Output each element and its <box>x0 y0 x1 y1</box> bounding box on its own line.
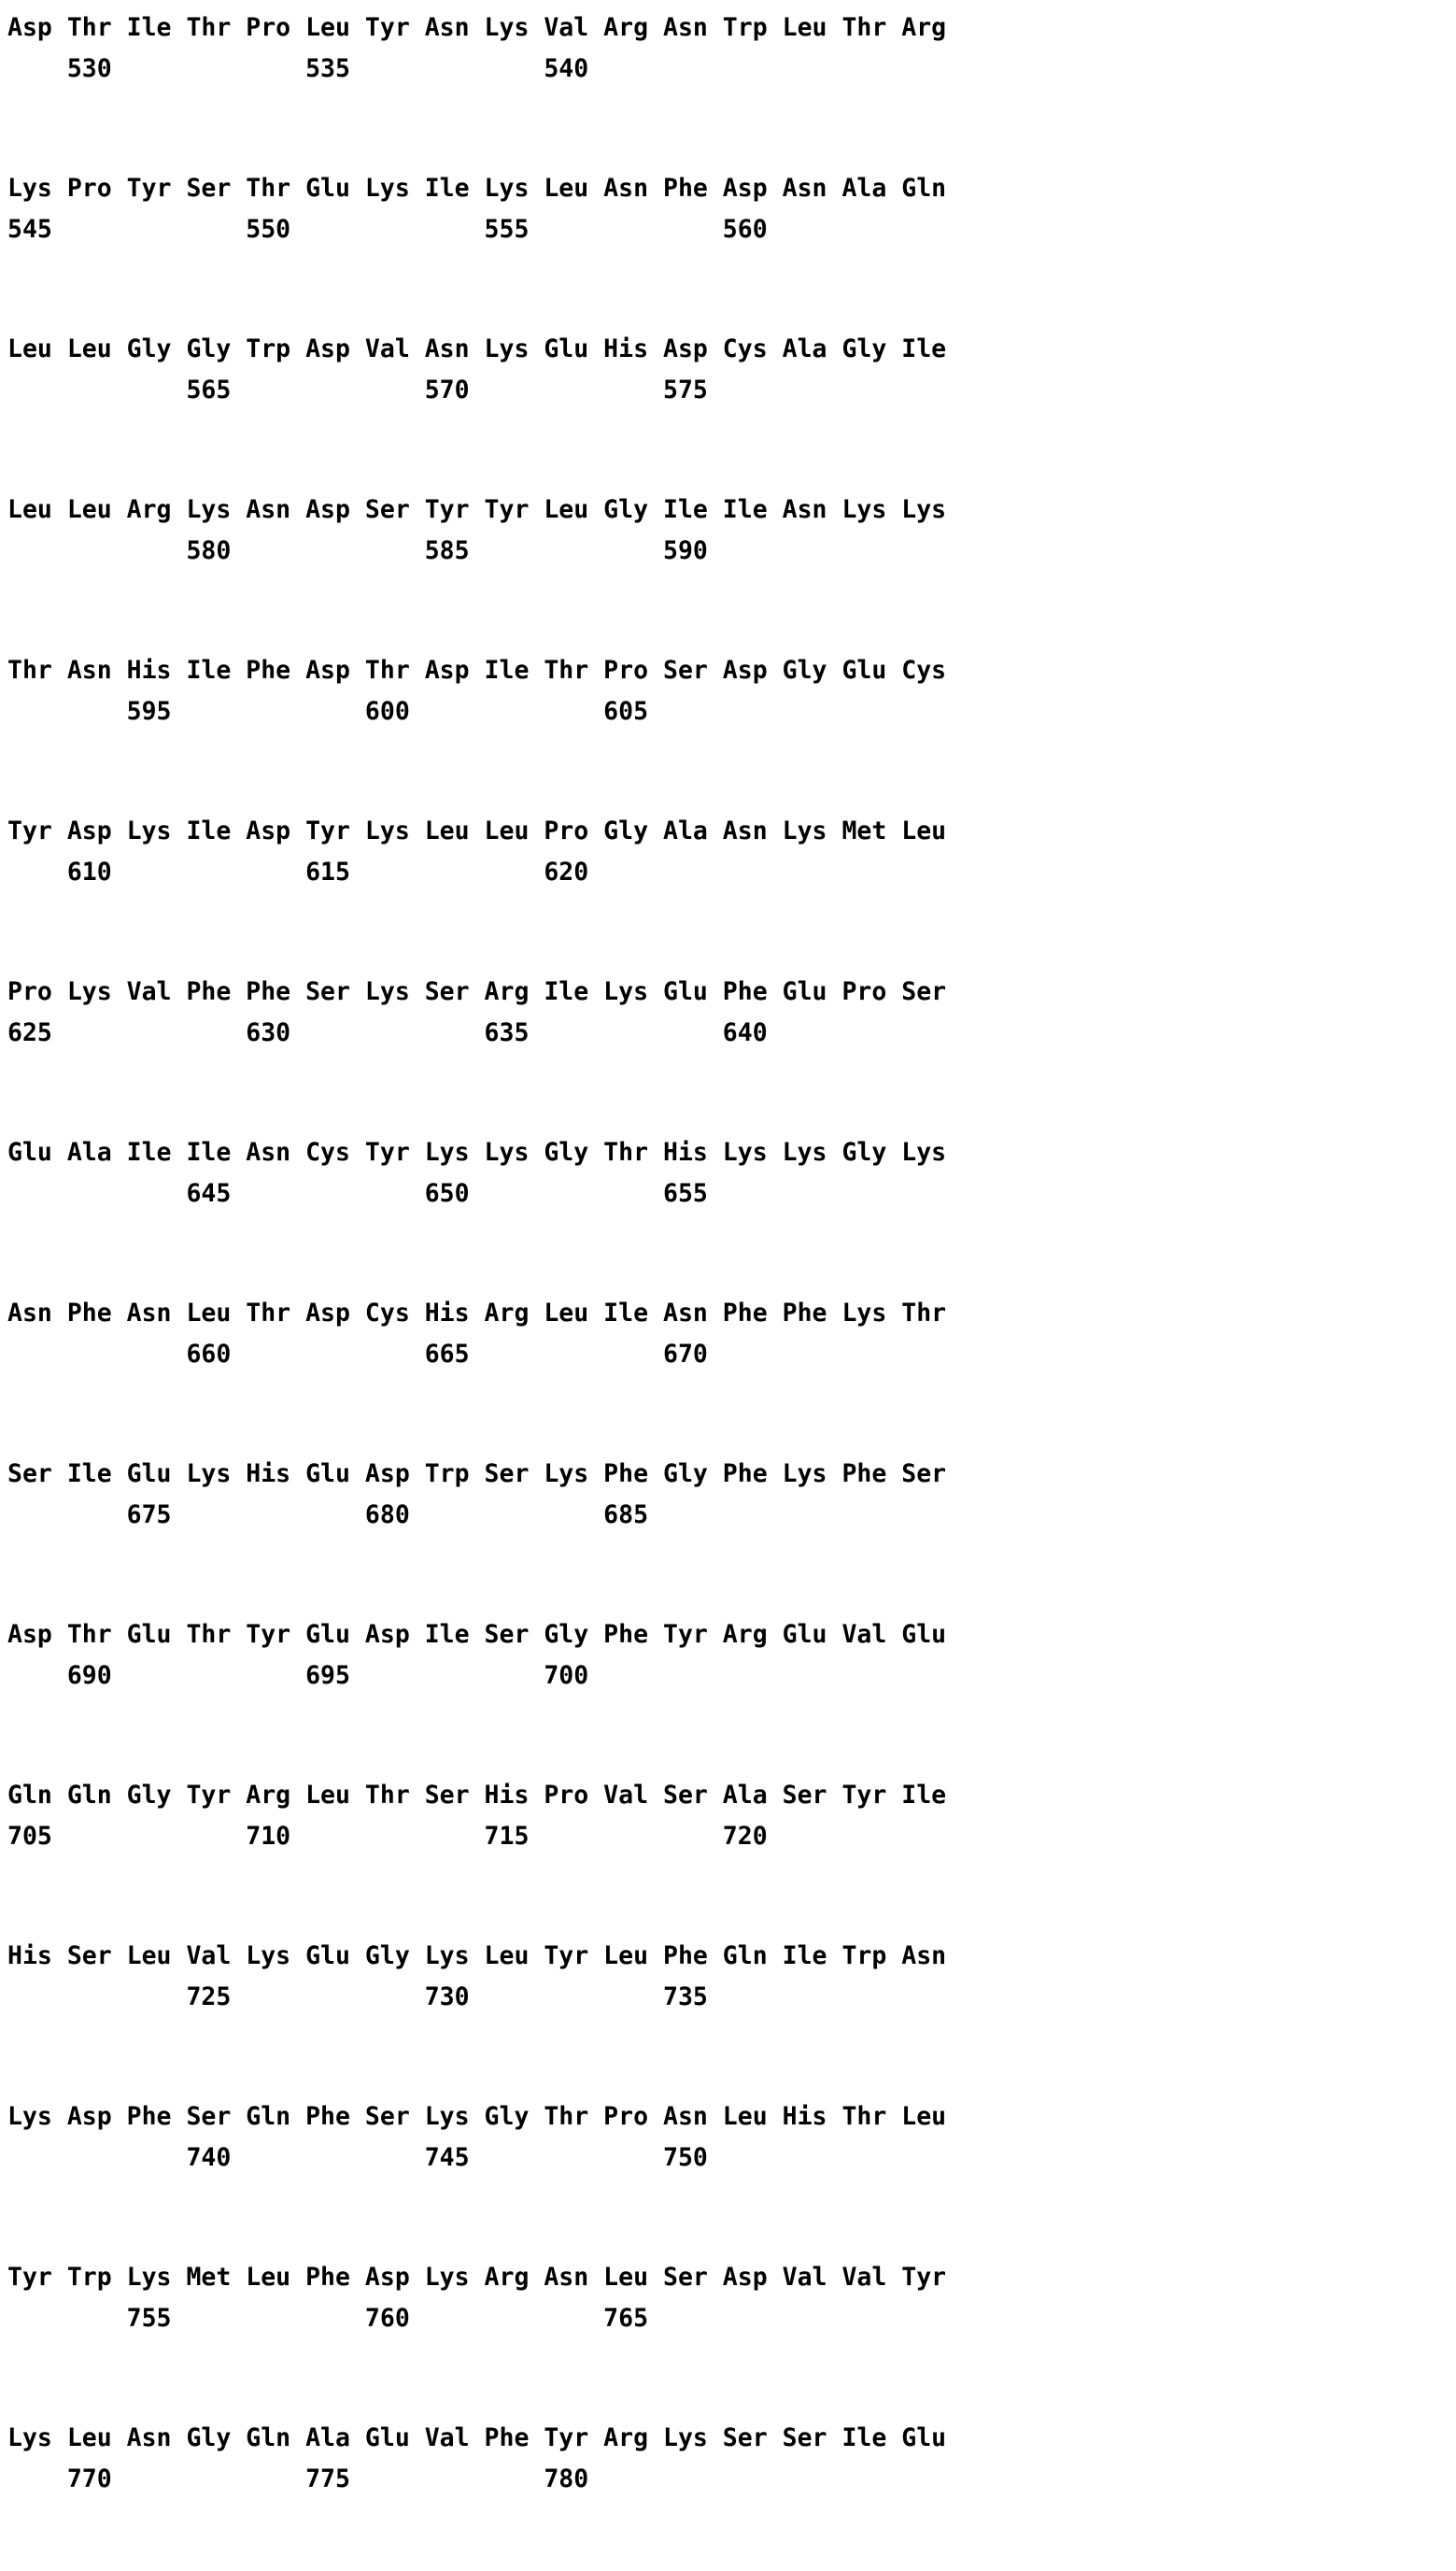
block-spacer <box>0 2018 1456 2096</box>
numbering-line: 705 710 715 720 <box>7 1822 768 1851</box>
residue-line: Leu Leu Gly Gly Trp Asp Val Asn Lys Glu His Asp Cys Ala Gly Ile <box>7 334 947 363</box>
residue-line: Gln Gln Gly Tyr Arg Leu Thr Ser His Pro Val Ser Ala Ser Tyr Ile <box>7 1781 947 1810</box>
numbering-line: 530 535 540 <box>7 54 589 83</box>
block-spacer <box>0 572 1456 650</box>
block-spacer <box>0 732 1456 811</box>
numbering-line: 770 775 780 <box>7 2464 589 2493</box>
numbering-line: 625 630 635 640 <box>7 1018 768 1047</box>
block-spacer <box>0 1536 1456 1614</box>
sequence-block <box>0 1775 1456 1857</box>
residue-line: Ser Ile Glu Lys His Glu Asp Trp Ser Lys Phe Gly Phe Lys Phe Ser <box>7 1459 947 1488</box>
sequence-block <box>0 1293 1456 1375</box>
numbering-line: 595 600 605 <box>7 697 649 726</box>
sequence-block <box>0 1132 1456 1214</box>
numbering-line: 675 680 685 <box>7 1500 649 1529</box>
block-spacer <box>0 1857 1456 1936</box>
sequence-block <box>0 2096 1456 2179</box>
block-spacer <box>0 1214 1456 1293</box>
sequence-block <box>0 490 1456 572</box>
residue-line: Lys Asp Phe Ser Gln Phe Ser Lys Gly Thr Pro Asn Leu His Thr Leu <box>7 2102 947 2131</box>
sequence-block <box>0 2257 1456 2339</box>
block-spacer <box>0 2179 1456 2257</box>
block-spacer <box>0 411 1456 490</box>
numbering-line: 690 695 700 <box>7 1661 589 1690</box>
residue-line: Tyr Trp Lys Met Leu Phe Asp Lys Arg Asn Leu Ser Asp Val Val Tyr <box>7 2263 947 2292</box>
numbering-line: 610 615 620 <box>7 858 589 887</box>
sequence-block <box>0 7 1456 90</box>
block-spacer <box>0 893 1456 972</box>
sequence-block <box>0 2418 1456 2500</box>
sequence-blocks-container <box>0 7 1456 2500</box>
numbering-line: 565 570 575 <box>7 376 708 405</box>
residue-line: Pro Lys Val Phe Phe Ser Lys Ser Arg Ile Lys Glu Phe Glu Pro Ser <box>7 977 947 1006</box>
sequence-block <box>0 1614 1456 1697</box>
sequence-block <box>0 168 1456 250</box>
numbering-line: 725 730 735 <box>7 1982 708 2011</box>
numbering-line: 755 760 765 <box>7 2304 649 2333</box>
numbering-line: 545 550 555 560 <box>7 215 768 244</box>
sequence-block <box>0 972 1456 1054</box>
residue-line: Tyr Asp Lys Ile Asp Tyr Lys Leu Leu Pro Gly Ala Asn Lys Met Leu <box>7 817 947 845</box>
numbering-line: 580 585 590 <box>7 536 708 565</box>
block-spacer <box>0 250 1456 329</box>
residue-line: Thr Asn His Ile Phe Asp Thr Asp Ile Thr Pro Ser Asp Gly Glu Cys <box>7 656 947 685</box>
numbering-line: 645 650 655 <box>7 1179 708 1208</box>
residue-line: Asp Thr Glu Thr Tyr Glu Asp Ile Ser Gly Phe Tyr Arg Glu Val Glu <box>7 1620 947 1649</box>
sequence-block <box>0 650 1456 732</box>
numbering-line: 740 745 750 <box>7 2143 708 2172</box>
block-spacer <box>0 90 1456 168</box>
residue-line: Glu Ala Ile Ile Asn Cys Tyr Lys Lys Gly Thr His Lys Lys Gly Lys <box>7 1138 947 1167</box>
block-spacer <box>0 1697 1456 1775</box>
sequence-block <box>0 811 1456 893</box>
residue-line: Lys Leu Asn Gly Gln Ala Glu Val Phe Tyr Arg Lys Ser Ser Ile Glu <box>7 2423 947 2452</box>
residue-line: Lys Pro Tyr Ser Thr Glu Lys Ile Lys Leu Asn Phe Asp Asn Ala Gln <box>7 174 947 203</box>
residue-line: Asn Phe Asn Leu Thr Asp Cys His Arg Leu Ile Asn Phe Phe Lys Thr <box>7 1299 947 1328</box>
numbering-line: 660 665 670 <box>7 1340 708 1369</box>
block-spacer <box>0 2339 1456 2418</box>
residue-line: Leu Leu Arg Lys Asn Asp Ser Tyr Tyr Leu Gly Ile Ile Asn Lys Lys <box>7 495 947 524</box>
sequence-block <box>0 1454 1456 1536</box>
block-spacer <box>0 1054 1456 1132</box>
sequence-block <box>0 329 1456 411</box>
residue-line: His Ser Leu Val Lys Glu Gly Lys Leu Tyr Leu Phe Gln Ile Trp Asn <box>7 1941 947 1970</box>
block-spacer <box>0 1375 1456 1454</box>
residue-line: Asp Thr Ile Thr Pro Leu Tyr Asn Lys Val Arg Asn Trp Leu Thr Arg <box>7 13 947 42</box>
sequence-block <box>0 1936 1456 2018</box>
